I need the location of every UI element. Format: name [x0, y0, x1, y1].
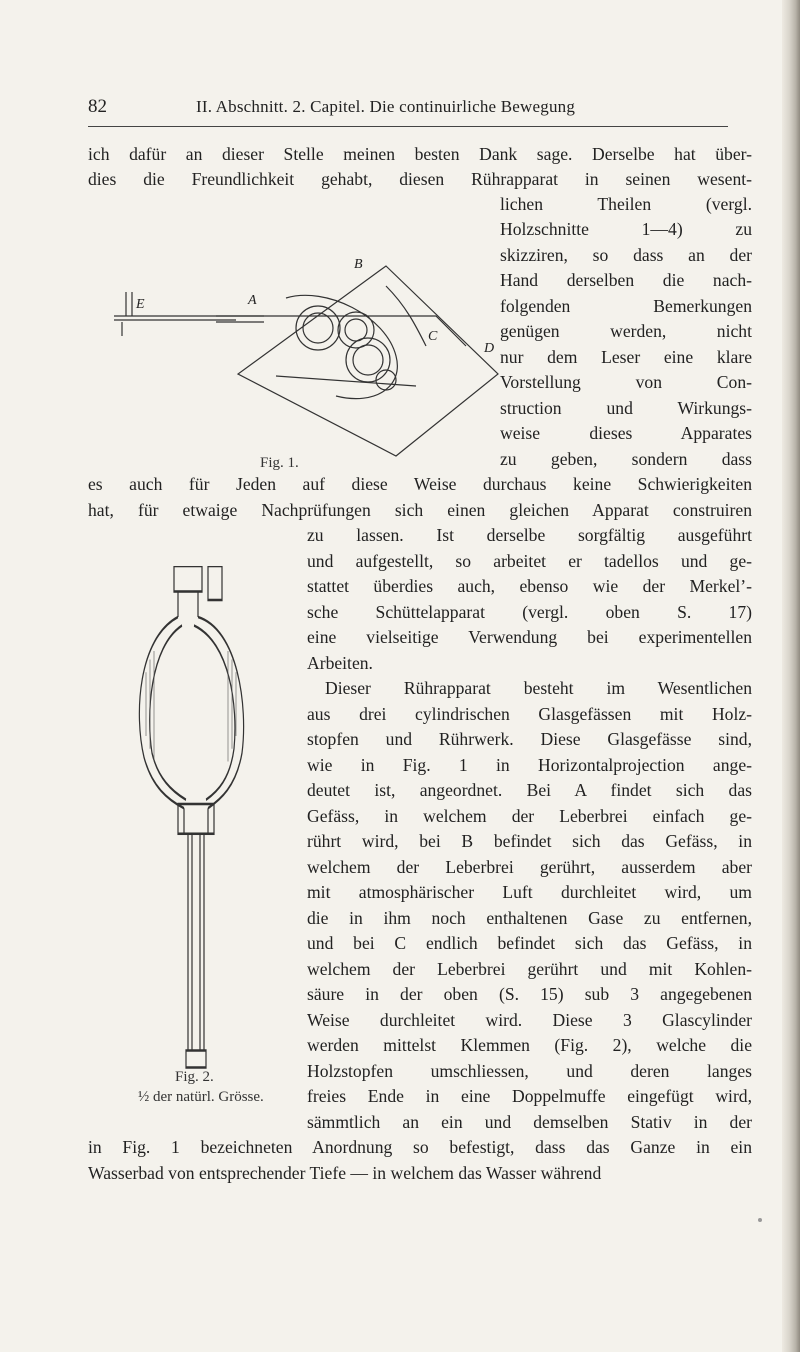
- text-line: nur dem Leser eine klare: [500, 347, 752, 367]
- text-line: genügen werden, nicht: [500, 321, 752, 341]
- page-header: [88, 96, 728, 124]
- text-line: Weise durchleitet wird. Diese 3 Glascylinder: [307, 1010, 752, 1030]
- text-line: welchem der Leberbrei gerührt und mit Kohlen-: [307, 959, 752, 979]
- figure-1-stirring-apparatus-plan: [86, 256, 506, 466]
- text-line: stattet überdies auch, ebenso wie der Merkel’-: [307, 576, 752, 596]
- text-line: ich dafür an dieser Stelle meinen besten Dank sage. Derselbe hat über-: [88, 144, 752, 164]
- text-line: Vorstellung von Con-: [500, 372, 752, 392]
- text-line: sche Schüttelapparat (vergl. oben S. 17): [307, 602, 752, 622]
- text-line: in Fig. 1 bezeichneten Anordnung so befestigt, dass das Ganze in ein: [88, 1137, 752, 1157]
- text-line: Holzschnitte 1—4) zu: [500, 219, 752, 239]
- text-line: und bei C endlich befindet sich das Gefäss, in: [307, 933, 752, 953]
- text-line: folgenden Bemerkungen: [500, 296, 752, 316]
- text-line: eine vielseitige Verwendung bei experimentellen: [307, 627, 752, 647]
- text-line: Holzstopfen umschliessen, und deren langes: [307, 1061, 752, 1081]
- figure-1-label-e: E: [136, 297, 145, 312]
- text-line: Hand derselben die nach-: [500, 270, 752, 290]
- text-line: Gefäss, in welchem der Leberbrei einfach ge-: [307, 806, 752, 826]
- figure-1-label-b: B: [354, 257, 363, 272]
- text-line: struction und Wirkungs-: [500, 398, 752, 418]
- text-line: werden mittelst Klemmen (Fig. 2), welche die: [307, 1035, 752, 1055]
- running-head: II. Abschnitt. 2. Capitel. Die continuirliche Bewegung: [196, 97, 576, 116]
- paper-speck: [758, 1218, 762, 1222]
- page-edge-shadow: [782, 0, 800, 1352]
- text-line: Wasserbad von entsprechender Tiefe — in welchem das Wasser während: [88, 1163, 602, 1183]
- text-line: dies die Freundlichkeit gehabt, diesen Rührapparat in seinen wesent-: [88, 169, 752, 189]
- text-line: mit atmosphärischer Luft durchleitet wird, um: [307, 882, 752, 902]
- text-line: stopfen und Rührwerk. Diese Glasgefässe sind,: [307, 729, 752, 749]
- figure-2-caption: Fig. 2.: [175, 1069, 214, 1085]
- text-line: weise dieses Apparates: [500, 423, 752, 443]
- header-rule: [88, 126, 728, 127]
- text-line: es auch für Jeden auf diese Weise durchaus keine Schwierigkeiten: [88, 474, 752, 494]
- text-line: zu geben, sondern dass: [500, 449, 752, 469]
- figure-1-label-a: A: [248, 293, 257, 308]
- text-line: Dieser Rührapparat besteht im Wesentlichen: [325, 678, 752, 698]
- figure-1-caption: Fig. 1.: [260, 455, 299, 471]
- text-line: zu lassen. Ist derselbe sorgfältig ausgeführt: [307, 525, 752, 545]
- text-line: deutet ist, angeordnet. Bei A findet sich das: [307, 780, 752, 800]
- text-line: rührt wird, bei B befindet sich das Gefäss, in: [307, 831, 752, 851]
- figure-2-clamp: [138, 566, 298, 1076]
- text-line: sämmtlich an ein und demselben Stativ in der: [307, 1112, 752, 1132]
- text-line: Arbeiten.: [307, 653, 373, 673]
- text-line: die in ihm noch enthaltenen Gase zu entfernen,: [307, 908, 752, 928]
- text-line: welchem der Leberbrei gerührt, ausserdem aber: [307, 857, 752, 877]
- text-line: lichen Theilen (vergl.: [500, 194, 752, 214]
- text-line: säure in der oben (S. 15) sub 3 angegebenen: [307, 984, 752, 1004]
- text-line: und aufgestellt, so arbeitet er tadellos und ge-: [307, 551, 752, 571]
- page-number: 82: [88, 96, 107, 117]
- figure-2-scale-note: ½ der natürl. Grösse.: [138, 1089, 264, 1105]
- text-line: wie in Fig. 1 in Horizontalprojection ange-: [307, 755, 752, 775]
- text-line: skizziren, so dass an der: [500, 245, 752, 265]
- text-line: hat, für etwaige Nachprüfungen sich einen gleichen Apparat construiren: [88, 500, 752, 520]
- figure-1-label-d: D: [484, 341, 495, 356]
- text-line: freies Ende in eine Doppelmuffe eingefügt wird,: [307, 1086, 752, 1106]
- figure-1-label-c: C: [428, 329, 438, 344]
- text-line: aus drei cylindrischen Glasgefässen mit Holz-: [307, 704, 752, 724]
